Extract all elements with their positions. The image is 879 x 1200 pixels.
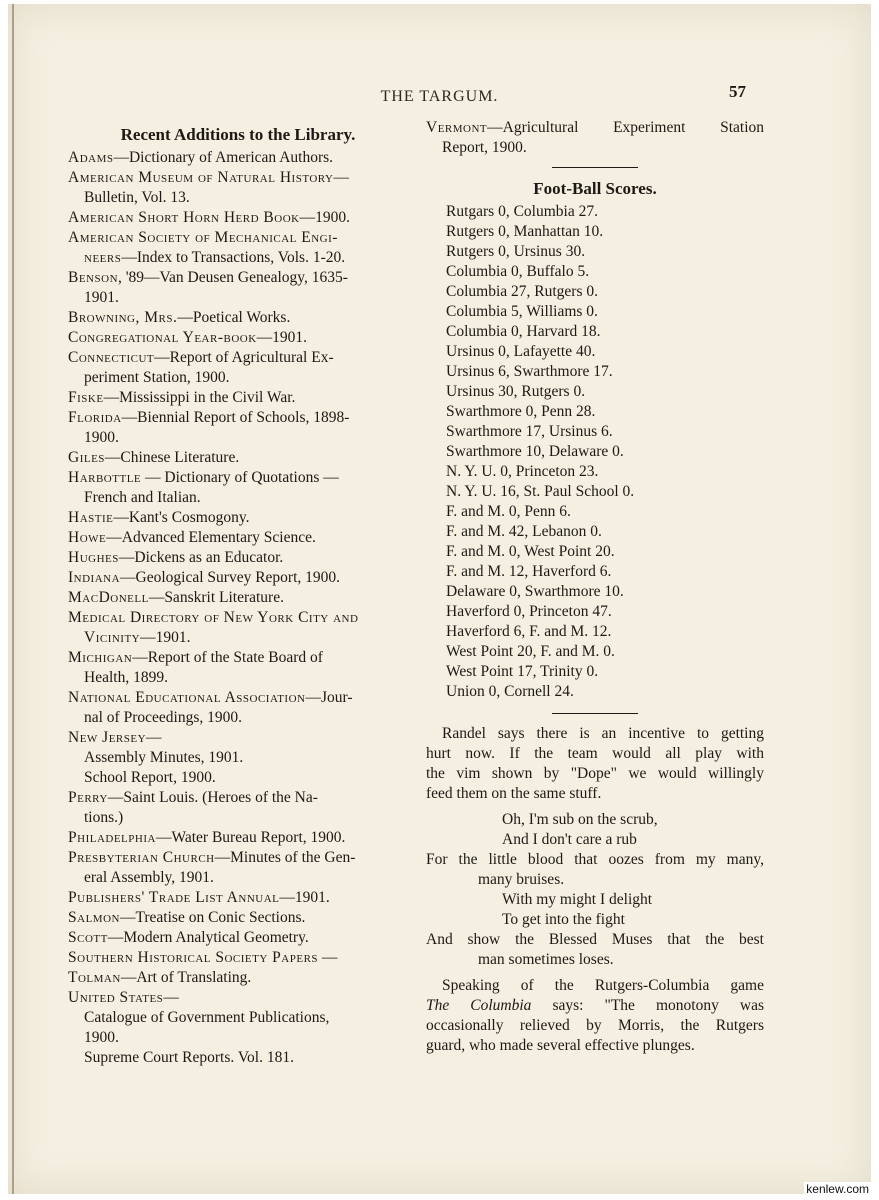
columbia-title: The Columbia bbox=[426, 997, 532, 1014]
vermont-name: Vermont bbox=[426, 119, 488, 136]
score-line: N. Y. U. 0, Princeton 23. bbox=[446, 463, 599, 480]
library-author: Michigan bbox=[68, 649, 133, 666]
library-line: School Report, 1900. bbox=[84, 769, 216, 786]
library-entry-text: —Saint Louis. (Heroes of the Na- bbox=[107, 789, 318, 806]
library-author: Perry bbox=[68, 789, 108, 806]
library-line: Supreme Court Reports. Vol. 181. bbox=[84, 1049, 294, 1066]
library-line bbox=[68, 968, 408, 988]
score-line: Rutgars 0, Columbia 27. bbox=[446, 203, 598, 220]
library-entry-text: — bbox=[163, 989, 179, 1006]
library-line: French and Italian. bbox=[84, 489, 201, 506]
score-line: Haverford 6, F. and M. 12. bbox=[446, 623, 612, 640]
library-entry-text: —1901. bbox=[279, 889, 330, 906]
columbia-paragraph bbox=[426, 976, 764, 1056]
randel-line: Randel says there is an incentive to getting bbox=[442, 725, 764, 742]
poem-line: And show the Blessed Muses that the best bbox=[426, 931, 764, 948]
library-line bbox=[68, 388, 408, 408]
library-line bbox=[68, 568, 408, 588]
library-line bbox=[68, 548, 408, 568]
library-entry-text: — bbox=[146, 729, 162, 746]
randel-paragraph bbox=[426, 724, 764, 804]
score-line: F. and M. 0, West Point 20. bbox=[446, 543, 615, 560]
library-author: neers bbox=[84, 249, 122, 266]
library-entry-text: —Treatise on Conic Sections. bbox=[119, 909, 306, 926]
library-line bbox=[68, 208, 408, 228]
library-entry-text: —1901. bbox=[140, 629, 191, 646]
library-author: Hughes bbox=[68, 549, 119, 566]
library-author: Giles bbox=[68, 449, 105, 466]
library-column bbox=[68, 124, 408, 1068]
library-author: Presbyterian Church bbox=[68, 849, 215, 866]
library-line bbox=[68, 628, 408, 648]
page-number: 57 bbox=[729, 82, 746, 101]
library-author: American Society of Mechanical Engi- bbox=[68, 229, 338, 246]
library-line: Assembly Minutes, 1901. bbox=[84, 749, 244, 766]
library-entry-text: —Chinese Literature. bbox=[104, 449, 240, 466]
library-line: eral Assembly, 1901. bbox=[84, 869, 214, 886]
library-entry-text: —Jour- bbox=[305, 689, 353, 706]
library-line bbox=[68, 828, 408, 848]
library-line bbox=[68, 888, 408, 908]
library-line: 1900. bbox=[84, 1029, 119, 1046]
score-list bbox=[426, 202, 764, 702]
library-line: Bulletin, Vol. 13. bbox=[84, 189, 190, 206]
library-line bbox=[68, 848, 408, 868]
library-entry-text: —1901. bbox=[256, 329, 308, 346]
library-line bbox=[68, 948, 408, 968]
library-entry-text: —Report of the State Board of bbox=[132, 649, 323, 666]
columbia-line-4: guard, who made several effective plunges. bbox=[426, 1037, 695, 1054]
library-line: tions.) bbox=[84, 809, 124, 826]
library-entry-text: — bbox=[318, 949, 338, 966]
poem-line: Oh, I'm sub on the scrub, bbox=[502, 811, 658, 828]
library-entry-text: , '89—Van Deusen Genealogy, 1635- bbox=[118, 269, 348, 286]
score-line: N. Y. U. 16, St. Paul School 0. bbox=[446, 483, 635, 500]
poem-line: many bruises. bbox=[478, 871, 565, 888]
score-line: Swarthmore 10, Delaware 0. bbox=[446, 443, 624, 460]
poem-line: With my might I delight bbox=[502, 891, 653, 908]
library-line bbox=[68, 468, 408, 488]
library-line bbox=[68, 528, 408, 548]
poem bbox=[426, 810, 764, 970]
library-author: Fiske bbox=[68, 389, 104, 406]
library-line bbox=[68, 308, 408, 328]
library-line bbox=[68, 688, 408, 708]
vermont-rest: —Agricultural Experiment Station bbox=[487, 119, 764, 136]
library-entry-text: —Art of Translating. bbox=[120, 969, 252, 986]
library-entry-text: —Report of Agricultural Ex- bbox=[154, 349, 334, 366]
library-author: Medical Directory of New York City and bbox=[68, 609, 359, 626]
library-author: Connecticut bbox=[68, 349, 155, 366]
score-line: West Point 20, F. and M. 0. bbox=[446, 643, 615, 660]
library-line: nal of Proceedings, 1900. bbox=[84, 709, 242, 726]
library-author: Congregational Year-book bbox=[68, 329, 257, 346]
score-line: Swarthmore 0, Penn 28. bbox=[446, 403, 596, 420]
library-entry-text: —Index to Transactions, Vols. 1-20. bbox=[121, 249, 346, 266]
library-line bbox=[68, 648, 408, 668]
library-line bbox=[68, 408, 408, 428]
library-entry-text: —Sanskrit Literature. bbox=[148, 589, 284, 606]
vermont-entry bbox=[426, 118, 764, 158]
columbia-line-2-rest: says: "The monotony was bbox=[531, 997, 764, 1014]
score-line: Rutgers 0, Manhattan 10. bbox=[446, 223, 604, 240]
library-line bbox=[68, 148, 408, 168]
score-line: Haverford 0, Princeton 47. bbox=[446, 603, 612, 620]
score-line: F. and M. 0, Penn 6. bbox=[446, 503, 571, 520]
library-author: American Museum of Natural History bbox=[68, 169, 334, 186]
score-line: F. and M. 42, Lebanon 0. bbox=[446, 523, 602, 540]
poem-line: man sometimes loses. bbox=[478, 951, 614, 968]
score-line: Ursinus 30, Rutgers 0. bbox=[446, 383, 586, 400]
library-author: American Short Horn Herd Book bbox=[68, 209, 300, 226]
library-author: Indiana bbox=[68, 569, 121, 586]
randel-line: hurt now. If the team would all play with bbox=[426, 745, 764, 762]
score-line: F. and M. 12, Haverford 6. bbox=[446, 563, 612, 580]
library-author: MacDonell bbox=[68, 589, 149, 606]
watermark-credit: kenlew.com bbox=[806, 1182, 869, 1196]
running-head: THE TARGUM. bbox=[380, 88, 499, 105]
divider-rule bbox=[552, 167, 638, 168]
library-entry-text: —Poetical Works. bbox=[177, 309, 291, 326]
football-title: Foot-Ball Scores. bbox=[533, 179, 657, 198]
library-author: Tolman bbox=[68, 969, 121, 986]
score-line: Swarthmore 17, Ursinus 6. bbox=[446, 423, 613, 440]
library-line bbox=[68, 788, 408, 808]
library-author: Philadelphia bbox=[68, 829, 156, 846]
library-line: 1901. bbox=[84, 289, 119, 306]
randel-line: the vim shown by "Dope" we would willingly bbox=[426, 765, 764, 782]
score-line: Columbia 0, Harvard 18. bbox=[446, 323, 601, 340]
library-author: New Jersey bbox=[68, 729, 147, 746]
library-author: Scott bbox=[68, 929, 108, 946]
library-entry-text: —Mississippi in the Civil War. bbox=[103, 389, 296, 406]
divider-rule bbox=[552, 713, 638, 714]
library-entry-text: —Geological Survey Report, 1900. bbox=[120, 569, 341, 586]
library-line bbox=[68, 928, 408, 948]
library-line bbox=[68, 348, 408, 368]
score-line: Ursinus 6, Swarthmore 17. bbox=[446, 363, 613, 380]
library-author: Florida bbox=[68, 409, 122, 426]
library-list bbox=[68, 148, 408, 1068]
library-line: Catalogue of Government Publications, bbox=[84, 1009, 330, 1026]
columbia-line-1: Speaking of the Rutgers-Columbia game bbox=[442, 977, 764, 994]
library-author: Vicinity bbox=[84, 629, 141, 646]
vermont-line-2: Report, 1900. bbox=[442, 139, 527, 156]
library-entry-text: —Water Bureau Report, 1900. bbox=[155, 829, 346, 846]
library-line bbox=[68, 608, 408, 628]
randel-line: feed them on the same stuff. bbox=[426, 785, 602, 802]
library-entry-text: — bbox=[333, 169, 349, 186]
library-entry-text: —Dictionary of American Authors. bbox=[113, 149, 334, 166]
library-line bbox=[68, 228, 408, 248]
library-line bbox=[68, 508, 408, 528]
library-entry-text: —Dickens as an Educator. bbox=[118, 549, 284, 566]
right-column bbox=[426, 118, 764, 1056]
score-line: Ursinus 0, Lafayette 40. bbox=[446, 343, 596, 360]
library-entry-text: — Dictionary of Quotations — bbox=[141, 469, 339, 486]
library-line bbox=[68, 728, 408, 748]
library-author: Publishers' Trade List Annual bbox=[68, 889, 280, 906]
library-author: Hastie bbox=[68, 509, 114, 526]
library-author: Salmon bbox=[68, 909, 120, 926]
library-author: Howe bbox=[68, 529, 107, 546]
library-author: Harbottle bbox=[68, 469, 142, 486]
library-line bbox=[68, 268, 408, 288]
vermont-line-1 bbox=[426, 118, 764, 138]
library-line bbox=[68, 168, 408, 188]
library-line: Health, 1899. bbox=[84, 669, 168, 686]
library-line bbox=[68, 328, 408, 348]
score-line: Delaware 0, Swarthmore 10. bbox=[446, 583, 624, 600]
poem-line: To get into the fight bbox=[502, 911, 625, 928]
library-entry-text: —Biennial Report of Schools, 1898- bbox=[121, 409, 350, 426]
library-title: Recent Additions to the Library. bbox=[120, 125, 356, 144]
poem-line: For the little blood that oozes from my many, bbox=[426, 851, 764, 868]
library-line bbox=[68, 588, 408, 608]
score-line: Columbia 0, Buffalo 5. bbox=[446, 263, 590, 280]
library-line bbox=[68, 448, 408, 468]
score-line: Columbia 5, Williams 0. bbox=[446, 303, 598, 320]
library-entry-text: —Minutes of the Gen- bbox=[214, 849, 356, 866]
score-line: Rutgers 0, Ursinus 30. bbox=[446, 243, 586, 260]
library-line bbox=[68, 988, 408, 1008]
library-line: 1900. bbox=[84, 429, 119, 446]
columbia-line-2 bbox=[426, 996, 764, 1016]
poem-line: And I don't care a rub bbox=[502, 831, 637, 848]
library-author: National Educational Association bbox=[68, 689, 306, 706]
score-line: Columbia 27, Rutgers 0. bbox=[446, 283, 598, 300]
score-line: Union 0, Cornell 24. bbox=[446, 683, 574, 700]
columbia-line-3: occasionally relieved by Morris, the Rutgers bbox=[426, 1017, 764, 1034]
library-line: periment Station, 1900. bbox=[84, 369, 230, 386]
library-author: Southern Historical Society Papers bbox=[68, 949, 319, 966]
library-author: Browning, Mrs. bbox=[68, 309, 178, 326]
library-entry-text: —Kant's Cosmogony. bbox=[113, 509, 250, 526]
library-author: Benson bbox=[68, 269, 119, 286]
score-line: West Point 17, Trinity 0. bbox=[446, 663, 599, 680]
library-entry-text: —1900. bbox=[299, 209, 350, 226]
library-author: United States bbox=[68, 989, 164, 1006]
library-line bbox=[68, 248, 408, 268]
page-edge bbox=[12, 4, 14, 1194]
library-line bbox=[68, 908, 408, 928]
library-entry-text: —Advanced Elementary Science. bbox=[106, 529, 316, 546]
library-author: Adams bbox=[68, 149, 114, 166]
library-entry-text: —Modern Analytical Geometry. bbox=[107, 929, 309, 946]
